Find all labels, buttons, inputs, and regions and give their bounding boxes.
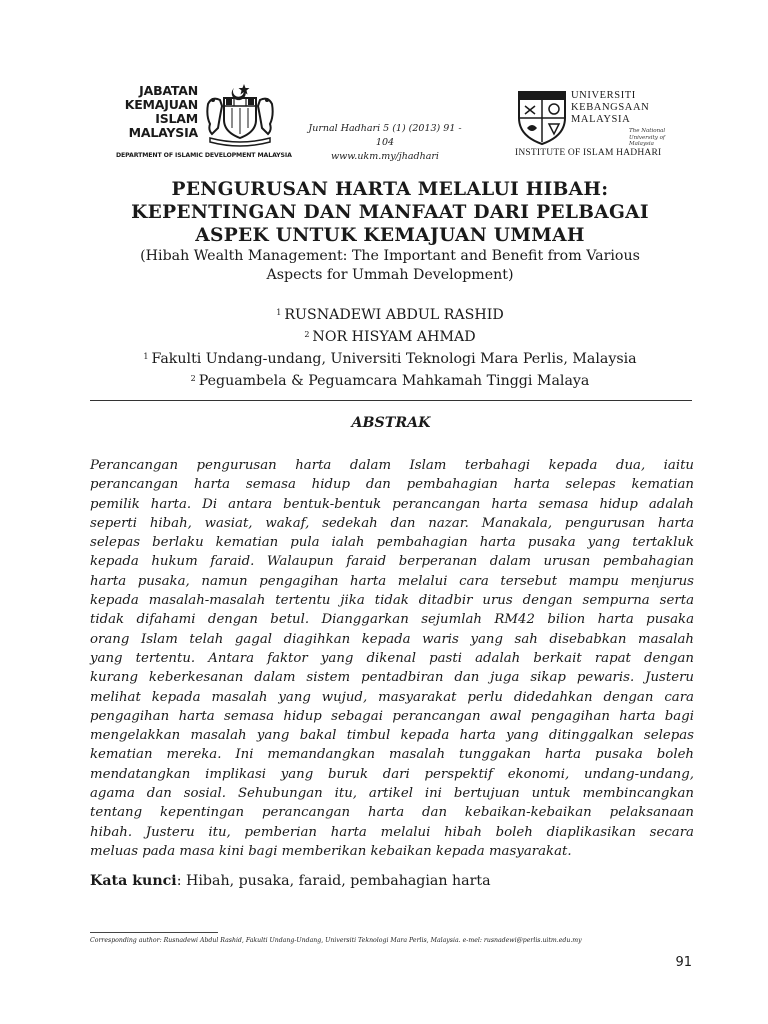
ukm-name-line: KEBANGSAAN — [571, 102, 650, 113]
abstract-line: melihat kepada masalah yang wujud, masyarakat perlu didedahkan dengan cara — [90, 689, 694, 705]
keywords — [90, 873, 694, 889]
abstract-line: kematian mereka. Ini memandangkan masalah tunggakan harta pusaka boleh — [90, 747, 694, 763]
section-divider — [90, 400, 692, 401]
jkim-line: JABATAN — [139, 83, 198, 98]
author-number: 2 — [304, 330, 310, 339]
paper-title-line: ASPEK UNTUK KEMAJUAN UMMAH — [195, 225, 585, 246]
paper-subtitle-line: (Hibah Wealth Management: The Important and Benefit from Various — [140, 248, 640, 264]
abstract-line: mengelakkan masalah yang bakal timbul kepada harta yang ditinggalkan selepas — [90, 728, 694, 744]
abstract-line: tentang kepentingan perancangan harta dan kebaikan-kebaikan pelaksanaan — [90, 805, 694, 821]
jkim-department: DEPARTMENT OF ISLAMIC DEVELOPMENT MALAYSIA — [116, 152, 292, 159]
affiliation — [90, 347, 690, 369]
page-header — [0, 0, 768, 170]
journal-url: www.ukm.my/jhadhari — [331, 151, 439, 162]
abstract-line: meluas pada masa kini bagi memberikan kebaikan kepada masyarakat. — [90, 843, 572, 859]
ukm-shield-icon — [517, 88, 567, 146]
abstract-line: kurang keberkesanan dalam sistem pentadbiran dan juga sikap pewaris. Justeru — [90, 670, 694, 686]
abstract-heading: ABSTRAK — [351, 415, 431, 431]
affiliation-text: Peguambela & Peguamcara Mahkamah Tinggi Malaya — [198, 373, 590, 389]
affiliation-number: 1 — [143, 352, 149, 361]
footnote-divider — [90, 932, 218, 933]
abstract-line: orang Islam telah gagal diagihkan kepada waris yang sah disebabkan masalah — [90, 631, 694, 647]
abstract-line: seperti hibah, wasiat, wakaf, sedekah dan nazar. Manakala, pengurusan harta — [90, 515, 694, 531]
author — [90, 325, 690, 347]
ukm-name — [571, 90, 649, 126]
malaysia-crest-icon — [200, 82, 280, 148]
paper-subtitle-line: Aspects for Ummah Development) — [266, 267, 514, 283]
abstract-line: perancangan harta semasa hidup dan pembahagian harta selepas kematian — [90, 477, 694, 493]
paper-title-block — [90, 178, 690, 285]
ukm-name-line: MALAYSIA — [571, 114, 631, 125]
abstract-line: tidak difahami dengan betul. Dianggarkan sejumlah RM42 bilion harta pusaka — [90, 612, 694, 628]
jkim-line: ISLAM — [155, 111, 198, 126]
abstract-line: kepada masalah-masalah tertentu jika tidak ditadbir urus dengan sempurna serta — [90, 593, 694, 609]
keywords-text: : Hibah, pusaka, faraid, pembahagian harta — [176, 873, 491, 889]
abstract-line: harta pusaka, namun pengagihan harta melalui cara tersebut mampu menjurus — [90, 573, 694, 589]
abstract-line: pengagihan harta semasa hidup sebagai perancangan awal pengagihan harta bagi — [90, 708, 694, 724]
ukm-institute: INSTITUTE OF ISLAM HADHARI — [515, 148, 662, 158]
abstract-line: pemilik harta. Di antara bentuk-bentuk perancangan harta semasa hidup adalah — [90, 496, 694, 512]
abstract-line: agama dan sosial. Sehubungan itu, artikel ini bertujuan untuk membincangkan — [90, 786, 694, 802]
jkim-line: KEMAJUAN — [124, 97, 198, 112]
abstract-line: yang tertentu. Antara faktor yang dikenal pasti adalah berkait rapat dengan — [90, 650, 694, 666]
journal-citation: Jurnal Hadhari 5 (1) (2013) 91 - 104 — [308, 123, 462, 148]
affiliation-number: 2 — [190, 374, 196, 383]
jkim-line: MALAYSIA — [128, 125, 198, 140]
jkim-logo — [116, 83, 292, 164]
paper-title-line: KEPENTINGAN DAN MANFAAT DARI PELBAGAI — [131, 202, 649, 223]
author-name: RUSNADEWI ABDUL RASHID — [284, 307, 504, 323]
author-block — [90, 303, 690, 391]
journal-info — [300, 122, 470, 164]
author — [90, 303, 690, 325]
page-number: 91 — [675, 955, 692, 970]
abstract-line: mendatangkan implikasi yang buruk dari perspektif ekonomi, undang-undang, — [90, 766, 694, 782]
keywords-label: Kata kunci — [90, 873, 177, 889]
abstract-body — [90, 456, 694, 861]
jkim-name — [116, 84, 198, 140]
ukm-subtitle: The National University of Malaysia — [629, 128, 666, 147]
author-name: NOR HISYAM AHMAD — [312, 329, 476, 345]
corresponding-author-footnote: Corresponding author: Rusnadewi Abdul Rashid, Fakulti Undang-Undang, Universiti Teknologi Mara Perlis, Malaysia. e-mel: rusnadewi@perlis.uitm.edu.my — [90, 937, 582, 944]
abstract-line: Perancangan pengurusan harta dalam Islam terbahagi kepada dua, iaitu — [90, 458, 694, 473]
ukm-name-line: UNIVERSITI — [571, 90, 636, 101]
abstract-line: selepas berlaku kematian pula ialah pembahagian harta pusaka yang tertakluk — [90, 535, 694, 551]
affiliation — [90, 369, 690, 391]
affiliation-text: Fakulti Undang-undang, Universiti Teknologi Mara Perlis, Malaysia — [151, 351, 637, 367]
author-number: 1 — [276, 308, 282, 317]
ukm-logo — [515, 88, 695, 168]
abstract-line: hibah. Justeru itu, pemberian harta melalui hibah boleh diaplikasikan secara — [90, 824, 694, 840]
abstract-line: kepada hukum faraid. Walaupun faraid berperanan dalam urusan pembahagian — [90, 554, 694, 570]
paper-title-line: PENGURUSAN HARTA MELALUI HIBAH: — [171, 179, 609, 200]
